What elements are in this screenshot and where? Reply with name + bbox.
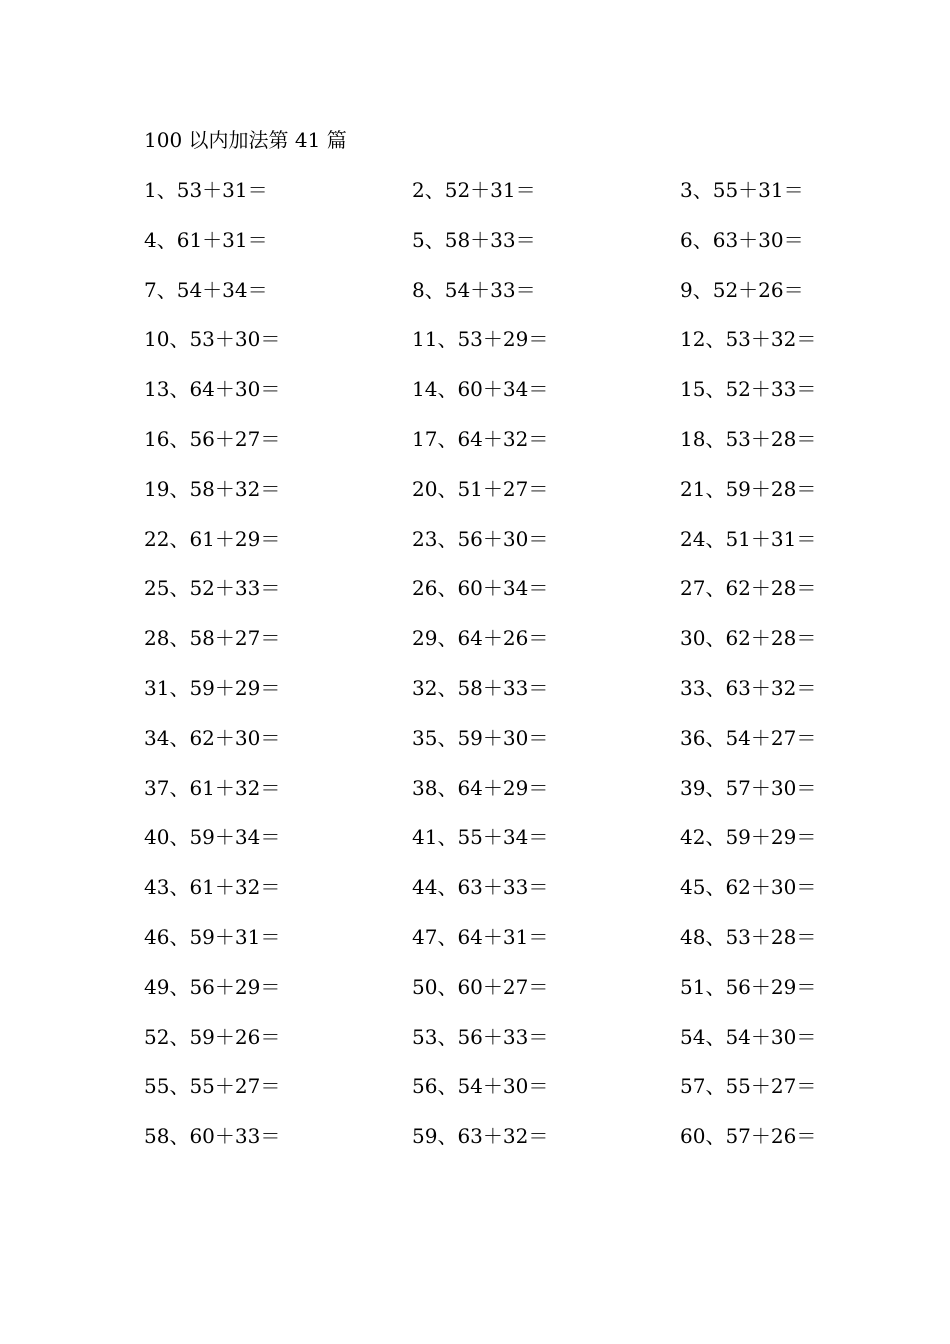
problem-item: 32、58＋33＝ (412, 675, 549, 700)
problem-item: 41、55＋34＝ (412, 825, 549, 850)
problem-item: 53、56＋33＝ (412, 1024, 549, 1049)
problem-item: 51、56＋29＝ (680, 974, 817, 999)
problem-item: 54、54＋30＝ (680, 1024, 817, 1049)
problem-item: 10、53＋30＝ (144, 327, 281, 352)
page-title: 100 以内加法第 41 篇 (144, 128, 347, 152)
problem-item: 27、62＋28＝ (680, 576, 817, 601)
problem-item: 34、62＋30＝ (144, 725, 281, 750)
problem-item: 31、59＋29＝ (144, 675, 281, 700)
problem-item: 38、64＋29＝ (412, 775, 549, 800)
problem-item: 9、52＋26＝ (680, 277, 804, 302)
problem-item: 19、58＋32＝ (144, 476, 281, 501)
problem-item: 20、51＋27＝ (412, 476, 549, 501)
problem-item: 56、54＋30＝ (412, 1074, 549, 1099)
problem-item: 50、60＋27＝ (412, 974, 549, 999)
problem-item: 14、60＋34＝ (412, 377, 549, 402)
problem-item: 21、59＋28＝ (680, 476, 817, 501)
problem-item: 44、63＋33＝ (412, 875, 549, 900)
problem-item: 13、64＋30＝ (144, 377, 281, 402)
problem-item: 3、55＋31＝ (680, 178, 804, 202)
problem-item: 24、51＋31＝ (680, 526, 817, 551)
problem-item: 15、52＋33＝ (680, 377, 817, 402)
problem-item: 45、62＋30＝ (680, 875, 817, 900)
problem-item: 30、62＋28＝ (680, 626, 817, 651)
problem-item: 5、58＋33＝ (412, 227, 536, 252)
problem-item: 28、58＋27＝ (144, 626, 281, 651)
problem-item: 18、53＋28＝ (680, 426, 817, 451)
problem-item: 25、52＋33＝ (144, 576, 281, 601)
problem-item: 1、53＋31＝ (144, 178, 268, 202)
problem-item: 47、64＋31＝ (412, 924, 549, 949)
problem-item: 2、52＋31＝ (412, 178, 536, 202)
problem-item: 22、61＋29＝ (144, 526, 281, 551)
problem-item: 58、60＋33＝ (144, 1124, 281, 1149)
problem-item: 57、55＋27＝ (680, 1074, 817, 1099)
problem-item: 39、57＋30＝ (680, 775, 817, 800)
problem-item: 17、64＋32＝ (412, 426, 549, 451)
problem-item: 12、53＋32＝ (680, 327, 817, 352)
problem-item: 36、54＋27＝ (680, 725, 817, 750)
problem-item: 46、59＋31＝ (144, 924, 281, 949)
problem-item: 8、54＋33＝ (412, 277, 536, 302)
problem-item: 59、63＋32＝ (412, 1124, 549, 1149)
problem-item: 40、59＋34＝ (144, 825, 281, 850)
problem-item: 49、56＋29＝ (144, 974, 281, 999)
problem-item: 43、61＋32＝ (144, 875, 281, 900)
problem-item: 6、63＋30＝ (680, 227, 804, 252)
problem-item: 4、61＋31＝ (144, 227, 268, 252)
problem-item: 23、56＋30＝ (412, 526, 549, 551)
problem-item: 48、53＋28＝ (680, 924, 817, 949)
problem-item: 7、54＋34＝ (144, 277, 268, 302)
problem-grid (144, 176, 824, 1172)
problem-item: 42、59＋29＝ (680, 825, 817, 850)
problem-item: 60、57＋26＝ (680, 1124, 817, 1149)
problem-item: 33、63＋32＝ (680, 675, 817, 700)
problem-item: 26、60＋34＝ (412, 576, 549, 601)
problem-item: 35、59＋30＝ (412, 725, 549, 750)
problem-item: 16、56＋27＝ (144, 426, 281, 451)
problem-item: 55、55＋27＝ (144, 1074, 281, 1099)
problem-item: 37、61＋32＝ (144, 775, 281, 800)
problem-item: 52、59＋26＝ (144, 1024, 281, 1049)
problem-item: 29、64＋26＝ (412, 626, 549, 651)
problem-item: 11、53＋29＝ (412, 327, 549, 352)
